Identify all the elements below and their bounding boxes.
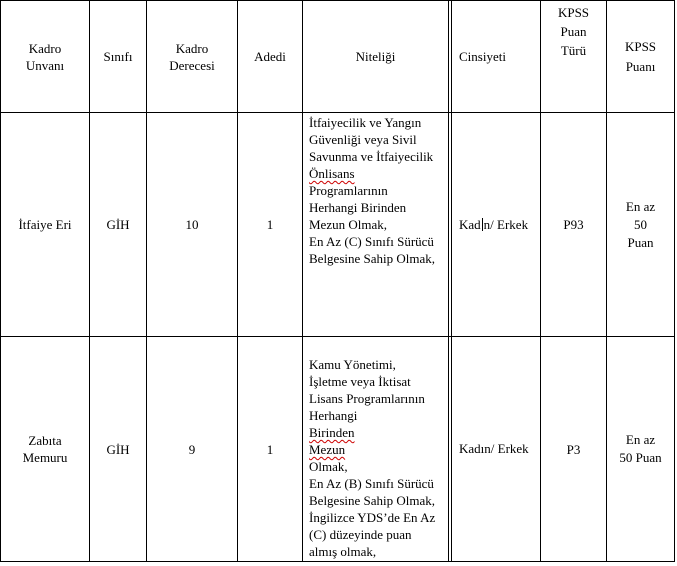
niteligi-line: Savunma ve İtfaiyecilik	[309, 149, 434, 164]
header-kadro-derecesi	[147, 1, 237, 112]
table-row-2-kadro-unvani	[1, 337, 89, 561]
niteligi-line: Önlisans Programlarının	[309, 165, 448, 199]
niteligi-line: En Az (B) Sınıfı Sürücü	[309, 476, 434, 491]
niteligi-line: Herhangi Birinden	[309, 200, 407, 215]
table-row-1-sinifi	[90, 113, 146, 336]
header-kadro-unvani	[1, 1, 89, 112]
table-row-1-kpss-puani	[607, 113, 674, 336]
header-text: KPSS	[624, 39, 657, 54]
niteligi-line: İtfaiyecilik ve Yangın	[309, 115, 422, 130]
header-text: Kadro	[28, 40, 62, 56]
cell-text: P3	[566, 441, 581, 457]
header-text: Derecesi	[169, 57, 215, 73]
spellcheck-word[interactable]: Mezun	[309, 442, 346, 457]
cell-text: GİH	[106, 217, 130, 232]
table-row-2-cinsiyeti	[459, 440, 539, 460]
header-kpss-puani	[607, 37, 674, 77]
header-text: Puanı	[625, 59, 656, 74]
cell-text: Kadın/ Erkek	[459, 441, 529, 456]
header-cinsiyeti	[459, 48, 539, 68]
cell-text: P93	[563, 217, 584, 232]
header-adedi	[238, 1, 302, 112]
grid-line-h	[0, 561, 675, 562]
table-row-2-sinifi	[90, 337, 146, 561]
header-text: Kadro	[175, 40, 209, 56]
spellcheck-word[interactable]: Önlisans	[309, 166, 355, 181]
table-row-1-kpss-puan-turu	[541, 113, 606, 336]
header-niteligi	[303, 1, 448, 112]
cell-text: 1	[266, 217, 274, 232]
header-text: Adedi	[254, 49, 286, 64]
text-cursor	[482, 218, 483, 231]
niteligi-line: Güvenliği veya Sivil	[309, 132, 417, 147]
table-row-1-adedi	[238, 113, 302, 336]
grid-line-v	[451, 0, 452, 562]
table-row-1-niteligi	[309, 114, 448, 267]
niteligi-line: Herhangi Birinden	[309, 407, 448, 441]
cell-text: En az	[625, 198, 656, 214]
cell-text: n/ Erkek	[483, 217, 529, 232]
spellcheck-word[interactable]: Birinden	[309, 425, 355, 440]
niteligi-line: En Az (C) Sınıfı Sürücü	[309, 234, 434, 249]
table-row-2-kpss-puani	[607, 337, 674, 561]
header-text: Puan	[560, 24, 587, 39]
table-row-1-kadro-derecesi	[147, 113, 237, 336]
table-row-2-adedi	[238, 337, 302, 561]
cell-text: 10	[185, 217, 199, 232]
niteligi-line: (C) düzeyinde puan	[309, 527, 412, 542]
niteligi-line: Belgesine Sahip Olmak,	[309, 251, 436, 266]
table-row-2-kpss-puan-turu	[541, 337, 606, 561]
table-row-2-niteligi	[309, 356, 448, 560]
cell-text: Zabıta	[28, 433, 62, 448]
table-row-2-kadro-derecesi	[147, 337, 237, 561]
header-text: Unvanı	[25, 57, 65, 73]
cell-text: İtfaiye Eri	[18, 217, 72, 232]
header-kpss-puan-turu	[541, 1, 606, 112]
niteligi-line: Lisans Programlarının	[309, 391, 425, 406]
niteligi-line: Mezun Olmak,	[309, 217, 387, 232]
cell-text: 9	[188, 441, 196, 457]
header-text: Cinsiyeti	[459, 49, 506, 64]
cell-text: Memuru	[22, 450, 68, 465]
cell-text: Puan	[627, 234, 654, 250]
header-text: Türü	[560, 43, 587, 58]
niteligi-line: İşletme veya İktisat	[309, 374, 411, 389]
cell-text: 50	[633, 216, 647, 232]
grid-line-v	[674, 0, 675, 562]
cell-text: Kad	[459, 217, 481, 232]
niteligi-line: almış olmak,	[309, 544, 377, 559]
niteligi-line: Belgesine Sahip Olmak,	[309, 493, 436, 508]
header-text: Niteliği	[355, 49, 396, 64]
niteligi-line: İngilizce YDS’de En Az	[309, 510, 436, 525]
header-text: KPSS	[557, 5, 590, 20]
table-row-1-cinsiyeti[interactable]	[459, 216, 539, 236]
cell-text: 50 Puan	[619, 450, 662, 465]
cell-text: 1	[266, 441, 274, 457]
header-text: Sınıfı	[103, 49, 133, 64]
header-sinifi	[90, 1, 146, 112]
table-row-1-kadro-unvani	[1, 113, 89, 336]
niteligi-line: Mezun Olmak,	[309, 441, 448, 475]
grid-line-v	[448, 0, 449, 562]
niteligi-line: Kamu Yönetimi,	[309, 357, 396, 372]
cell-text: GİH	[106, 441, 130, 457]
cell-text: En az	[625, 432, 656, 447]
